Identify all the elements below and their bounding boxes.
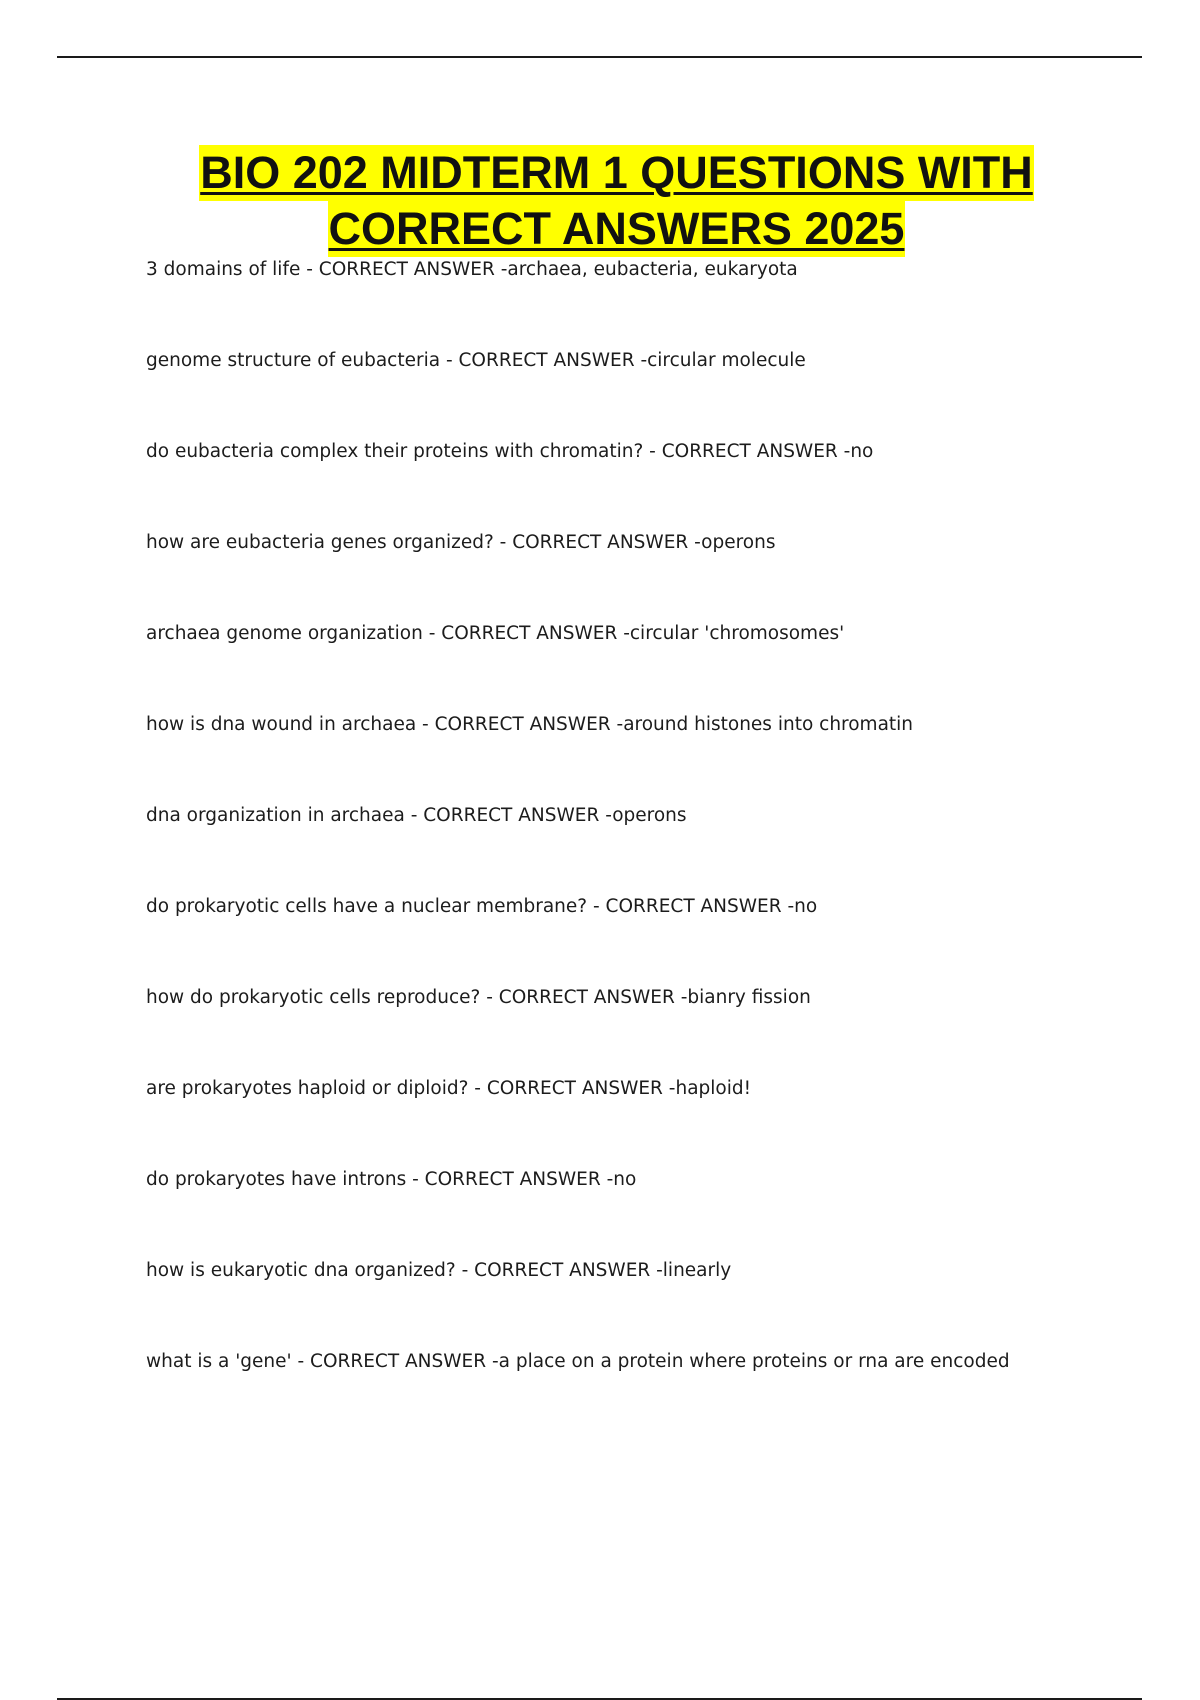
qa-item: do prokaryotic cells have a nuclear membrane? - CORRECT ANSWER -no bbox=[146, 896, 818, 917]
qa-item: how is eukaryotic dna organized? - CORRECT ANSWER -linearly bbox=[146, 1260, 732, 1281]
qa-item: genome structure of eubacteria - CORRECT ANSWER -circular molecule bbox=[146, 350, 806, 371]
page-title bbox=[0, 145, 1200, 257]
qa-item: archaea genome organization - CORRECT ANSWER -circular 'chromosomes' bbox=[146, 623, 845, 644]
qa-item: are prokaryotes haploid or diploid? - CORRECT ANSWER -haploid! bbox=[146, 1078, 752, 1099]
title-line-2: CORRECT ANSWERS 2025 bbox=[328, 201, 906, 257]
qa-item: how are eubacteria genes organized? - CORRECT ANSWER -operons bbox=[146, 532, 776, 553]
qa-item: do eubacteria complex their proteins with chromatin? - CORRECT ANSWER -no bbox=[146, 441, 874, 462]
title-line-1: BIO 202 MIDTERM 1 QUESTIONS WITH bbox=[199, 145, 1034, 201]
qa-list bbox=[146, 256, 1146, 1439]
qa-item: how do prokaryotic cells reproduce? - CORRECT ANSWER -bianry fission bbox=[146, 987, 811, 1008]
header-rule bbox=[57, 56, 1142, 58]
qa-item: dna organization in archaea - CORRECT ANSWER -operons bbox=[146, 805, 687, 826]
qa-item: how is dna wound in archaea - CORRECT ANSWER -around histones into chromatin bbox=[146, 714, 914, 735]
qa-item: 3 domains of life - CORRECT ANSWER -archaea, eubacteria, eukaryota bbox=[146, 259, 798, 280]
qa-item: do prokaryotes have introns - CORRECT ANSWER -no bbox=[146, 1169, 637, 1190]
qa-item: what is a 'gene' - CORRECT ANSWER -a place on a protein where proteins or rna are encoded bbox=[146, 1351, 1010, 1372]
